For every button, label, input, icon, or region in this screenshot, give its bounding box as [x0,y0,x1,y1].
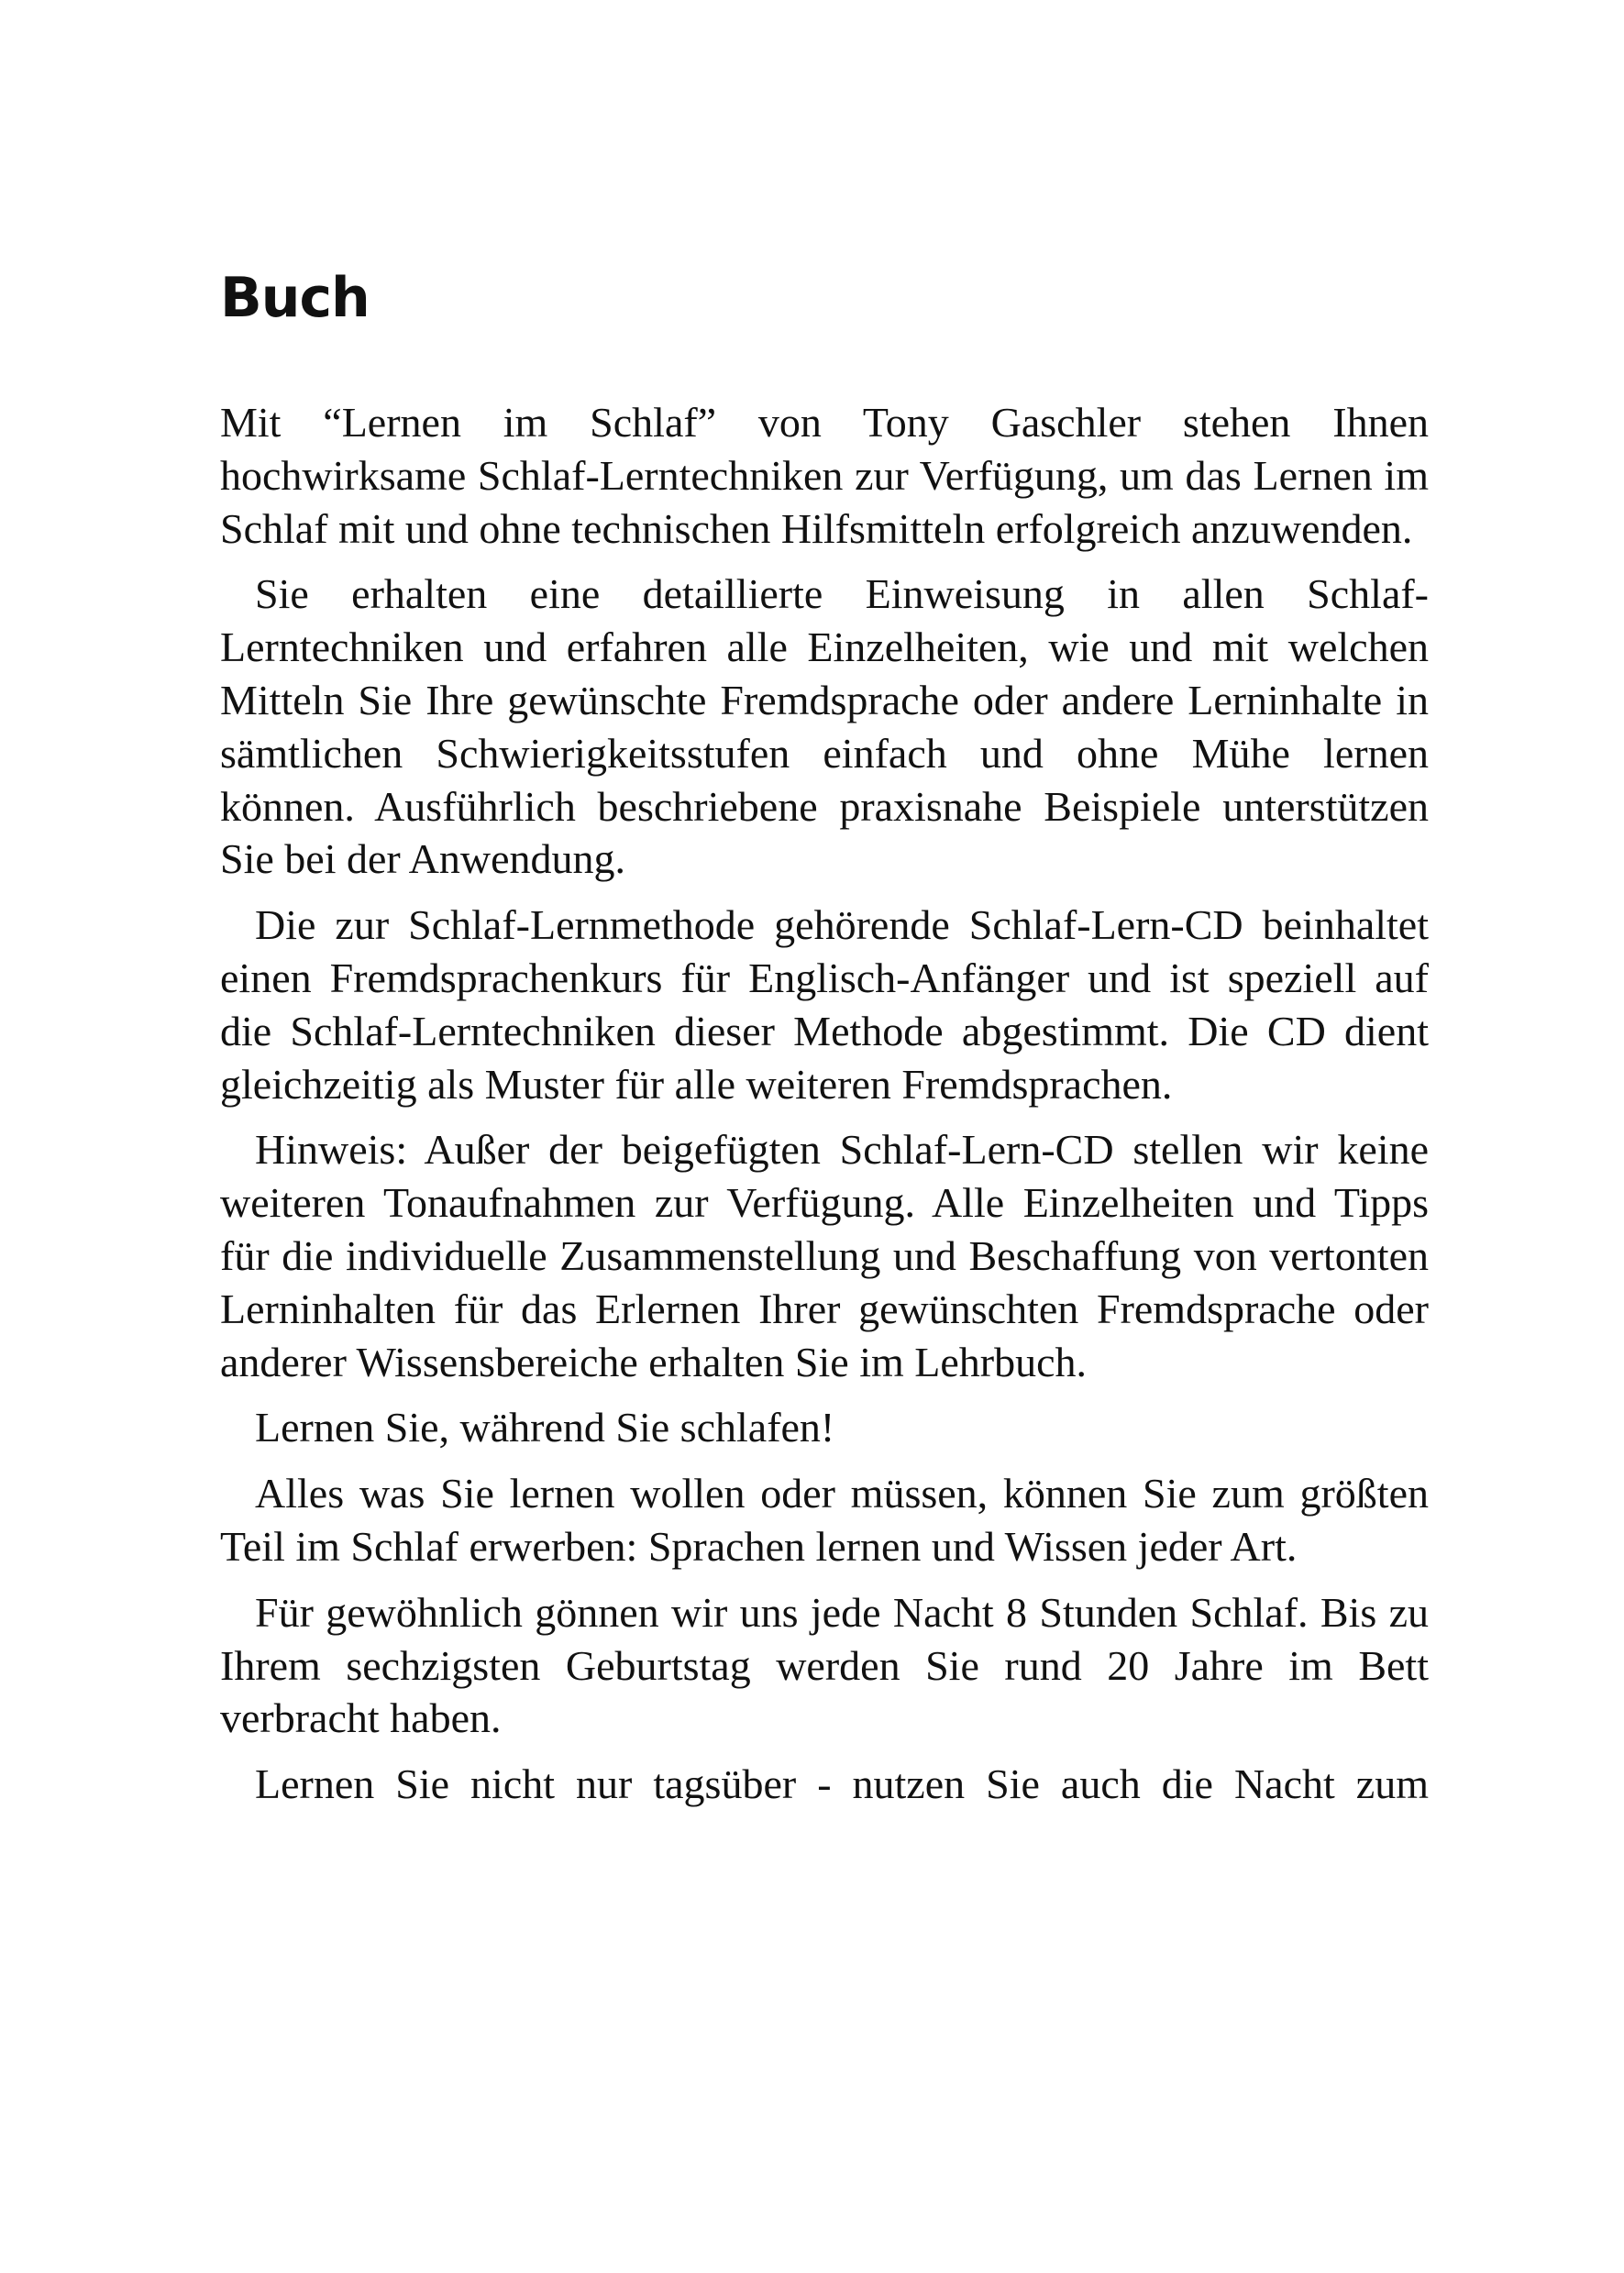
paragraph-slogan: Lernen Sie, während Sie schlafen! [255,1404,835,1451]
paragraph-cd: Die zur Schlaf-Lernmethode gehörende Schlaf-Lern-CD beinhaltet einen Fremdsprachenkurs für Englisch-Anfänger und ist speziell auf die Schlaf-Lerntechniken dieser Methode abgestimmt. Die CD dient gleichzeitig als Muster für alle weiteren Fremdsprachen. [220,901,1429,1108]
page-title: Buch [220,266,370,330]
body-text [220,396,1429,1824]
paragraph-continued: Lernen Sie nicht nur tagsüber - nutzen Sie auch die Nacht zum [255,1760,1429,1808]
paragraph-instruction: Sie erhalten eine detaillierte Einweisung in allen Schlaf-Lerntechniken und erfahren alle Einzelheiten, wie und mit welchen Mitteln Sie Ihre gewünschte Fremdsprache oder andere Lerninhalte in sämtlichen Schwierigkeitsstufen einfach und ohne Mühe lernen können. Ausführlich beschriebene praxisnahe Beispiele unterstützen Sie bei der Anwendung. [220,570,1429,883]
paragraph-note: Hinweis: Außer der beigefügten Schlaf-Lern-CD stellen wir keine weiteren Tonaufnahmen zur Verfügung. Alle Einzelheiten und Tipps für die individuelle Zusammenstellung und Beschaffung von vertonten Lerninhalten für das Erlernen Ihrer gewünschten Fremdsprache oder anderer Wissensbereiche erhalten Sie im Lehrbuch. [220,1126,1429,1385]
paragraph-intro: Mit “Lernen im Schlaf” von Tony Gaschler stehen Ihnen hochwirksame Schlaf-Lerntechniken zur Verfügung, um das Lernen im Schlaf mit und ohne technischen Hilfsmitteln erfolgreich anzuwenden. [220,399,1429,552]
paragraph-sleep-hours: Für gewöhnlich gönnen wir uns jede Nacht 8 Stunden Schlaf. Bis zu Ihrem sechzigsten Geburtstag werden Sie rund 20 Jahre im Bett verbracht haben. [220,1588,1429,1742]
paragraph-learn-anything: Alles was Sie lernen wollen oder müssen, können Sie zum größten Teil im Schlaf erwerben: Sprachen lernen und Wissen jeder Art. [220,1470,1429,1570]
